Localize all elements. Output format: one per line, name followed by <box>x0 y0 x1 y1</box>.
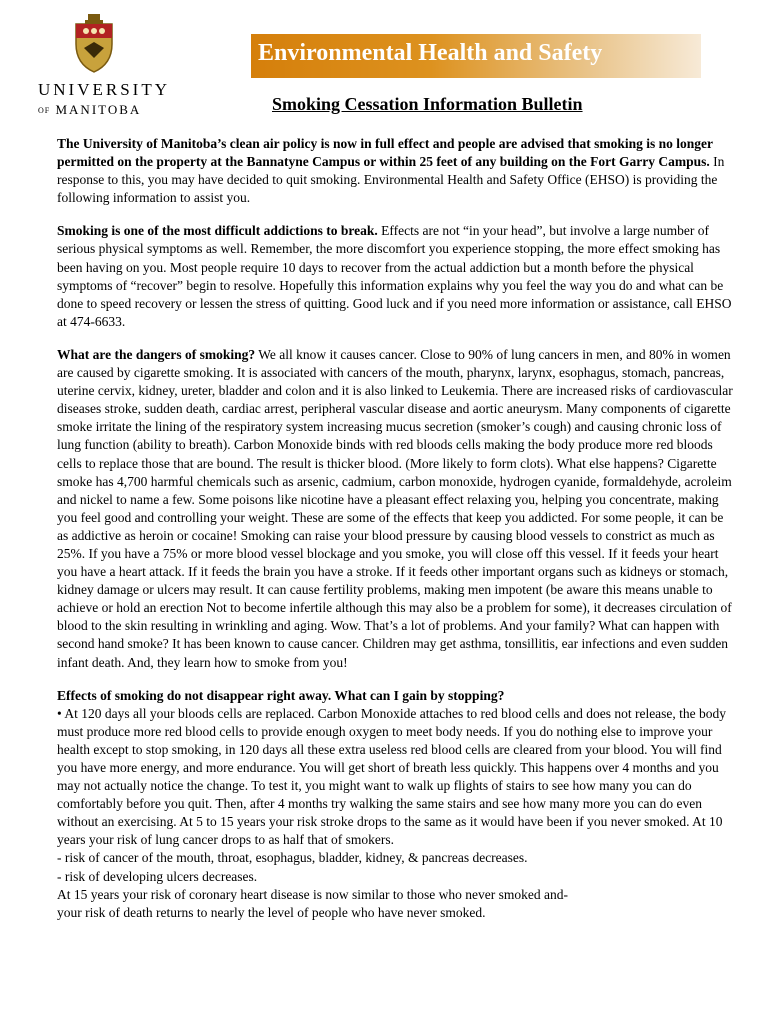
university-crest-icon <box>70 14 118 74</box>
header-banner <box>251 34 701 78</box>
addiction-text: Effects are not “in your head”, but involve a large number of serious physical symptoms as well. Remember, the more discomfort you experience stopping, the more effect smoking has been having on you. Most people require 10 days to recover from the actual addiction but a month before the physical symptoms of “recover” begin to resolve. Hopefully this information explains why you feel the way you do and what can be done to speed recovery or lessen the stress of quitting. Good luck and if you need more information or assistance, call EHSO at 474-6633. <box>57 223 732 329</box>
university-name: UNIVERSITY <box>38 80 170 99</box>
dangers-bold: What are the dangers of smoking? <box>57 346 256 362</box>
effects-line-ulcers: - risk of developing ulcers decreases. <box>57 868 258 884</box>
intro-paragraph <box>57 135 737 207</box>
dangers-paragraph <box>57 346 737 672</box>
university-subtitle <box>38 102 141 118</box>
university-manitoba: MANITOBA <box>55 102 142 117</box>
effects-line-cancer: - risk of cancer of the mouth, throat, esophagus, bladder, kidney, & pancreas decreases. <box>57 850 528 866</box>
university-of: OF <box>38 106 51 115</box>
bulletin-title: Smoking Cessation Information Bulletin <box>272 94 583 114</box>
effects-heading-text: Effects of smoking do not disappear right away. What can I gain by stopping? <box>57 687 505 703</box>
effects-heading <box>57 687 737 705</box>
dangers-text: We all know it causes cancer. Close to 90% of lung cancers in men, and 80% in women are caused by cigarette smoking. It is associated with cancers of the mouth, pharynx, larynx, esophagus, stomach, pancreas, uterine cervix, kidney, ureter, bladder and colon and it is also linked to Leukemia. There are increased risks of cardiovascular diseases stroke, sudden death, cardiac arrest, peripheral vascular disease and aortic aneurysm. Many components of cigarette smoke irritate the lining of the respiratory system increasing mucus secretion (smoker’s cough) and causing chronic loss of lung function (ability to breath). Carbon Monoxide binds with red bloods cells making the body produce more red bloods cells to replace those that are bound. The result is thicker blood. (More likely to form clots). What else happens? Cigarette smoke has 4,700 harmful chemicals such as arsenic, cadmium, carbon monoxide, hydrogen cyanide, formaldehyde, acroleim and nickel to name a few. Some poisons like nicotine have a pleasant effect relaxing you, helping you concentrate, making you feel good and controlling your weight. These are some of the effects that keep you addicted. For some people, it can be as addictive as heroin or cocaine! Smoking can raise your blood pressure by causing blood vessels to constrict as much as 25%. If you have a 75% or more blood vessel blockage and you smoke, you will close off this vessel. If it feeds your heart you have a heart attack. If it feeds the brain you have a stroke. If it feeds other important organs such as kidneys or stomach, kidney damage or ulcers may result. It can cause fertility problems, making men impotent (be aware this means unable to achieve or hold an erection Not to become infertile although this may also be a problem for some), it decreases circulation of blood to the skin resulting in wrinkling and aging. Wow. That’s a lot of problems. And your family? What can happen with second hand smoke? It has been known to cause cancer. Children may get asthma, tonsillitis, ear infections and even sudden infant death. And, they learn how to smoke from you! <box>57 346 733 670</box>
effects-line-heart: At 15 years your risk of coronary heart disease is now similar to those who never smoked and- <box>57 886 568 902</box>
effects-line-death: your risk of death returns to nearly the level of people who have never smoked. <box>57 904 486 920</box>
intro-bold: The University of Manitoba’s clean air policy is now in full effect and people are advised that smoking is no longer permitted on the property at the Bannatyne Campus or within 25 feet of any building on the Fort Garry Campus. <box>57 136 713 170</box>
effects-bullet: • At 120 days all your bloods cells are replaced. Carbon Monoxide attaches to red blood cells and does not release, the body must produce more red blood cells to provide enough oxygen to meet body needs. If you do nothing else to improve your health except to stop smoking, in 120 days all these extra useless red blood cells are cleared from your blood. You will find you have more energy, and more endurance. You will get short of breath less quickly. This happens over 4 months and you may not actually notice the change. To test it, you might want to walk up flights of stairs to see how many you can do comfortably before you quit. Then, after 4 months try walking the same stairs and see how many more you can do even without an exercising. At 5 to 15 years your risk stroke drops to the same as it would have been if you never smoked. At 10 years your risk of lung cancer drops to as half that of smokers. <box>57 705 727 848</box>
bulletin-body <box>57 135 737 922</box>
intro-text: In response to this, you may have decided to quit smoking. Environmental Health and Safety Office (EHSO) is providing the following information to assist you. <box>57 154 725 206</box>
addiction-bold: Smoking is one of the most difficult addictions to break. <box>57 223 378 239</box>
banner-title: Environmental Health and Safety <box>258 40 603 66</box>
addiction-paragraph <box>57 222 737 331</box>
